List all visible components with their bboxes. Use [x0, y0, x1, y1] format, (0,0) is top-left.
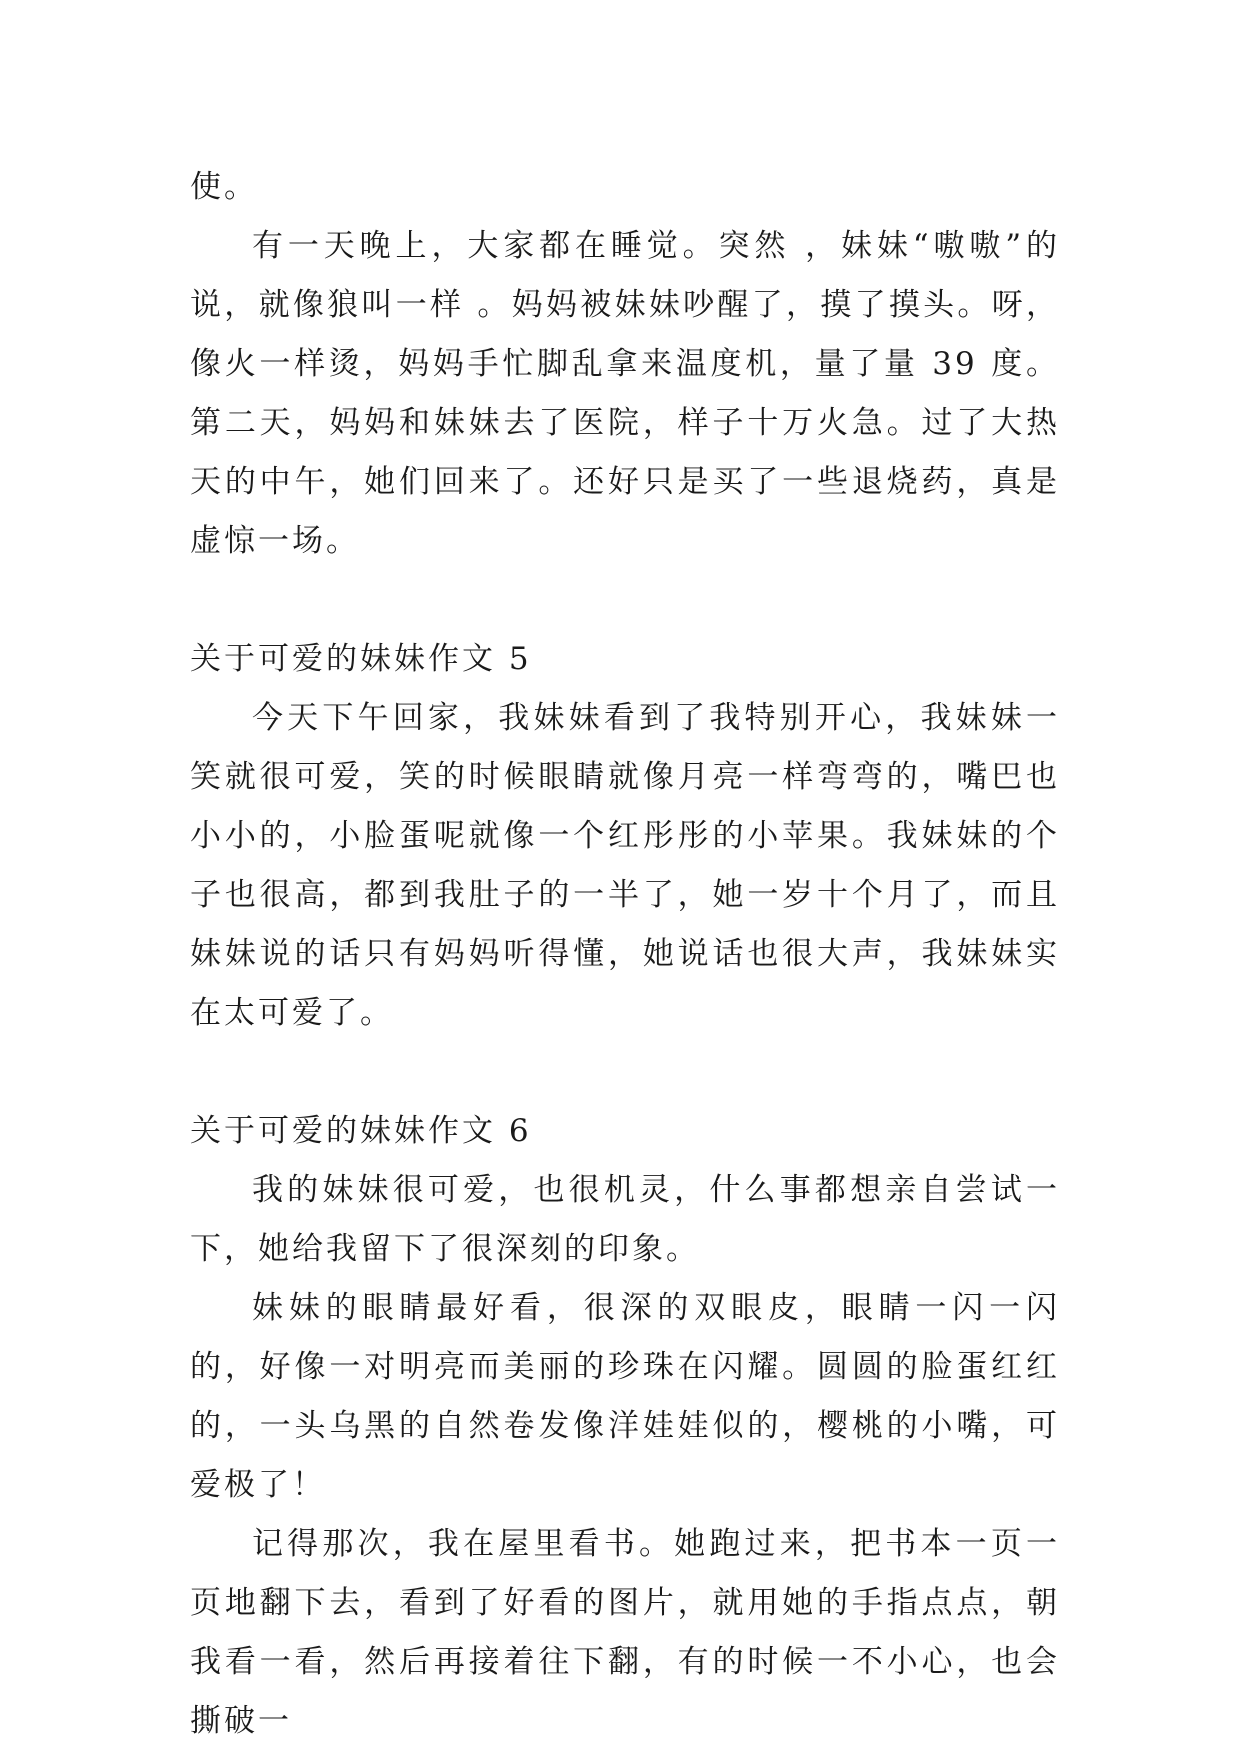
paragraph-essay-6-reading: 记得那次，我在屋里看书。她跑过来，把书本一页一页地翻下去，看到了好看的图片，就用她的手指点点，朝我看一看，然后再接着往下翻，有的时候一不小心，也会撕破一 — [190, 1526, 1060, 1739]
paragraph-essay-6-appearance: 妹妹的眼睛最好看，很深的双眼皮，眼睛一闪一闪的，好像一对明亮而美丽的珍珠在闪耀。圆圆的脸蛋红红的，一头乌黑的自然卷发像洋娃娃似的，樱桃的小嘴，可爱极了！ — [190, 1290, 1060, 1503]
document-body — [190, 158, 1060, 1751]
section-heading-6: 关于可爱的妹妹作文 6 — [190, 1113, 532, 1149]
paragraph-essay-6-intro: 我的妹妹很可爱，也很机灵，什么事都想亲自尝试一下，她给我留下了很深刻的印象。 — [190, 1172, 1060, 1267]
paragraph-fever-story: 有一天晚上，大家都在睡觉。突然 ，妹妹“嗷嗷”的说，就像狼叫一样 。妈妈被妹妹吵醒了，摸了摸头。呀，像火一样烫，妈妈手忙脚乱拿来温度机，量了量 39 度。第二天，妈妈和妹妹去了医院，样子十万火急。过了大热天的中午，她们回来了。还好只是买了一些退烧药，真是虚惊一场。 — [190, 228, 1060, 559]
paragraph-continued: 使。 — [190, 169, 258, 205]
section-gap — [190, 571, 1060, 630]
paragraph-essay-5: 今天下午回家，我妹妹看到了我特别开心，我妹妹一笑就很可爱，笑的时候眼睛就像月亮一样弯弯的，嘴巴也小小的，小脸蛋呢就像一个红彤彤的小苹果。我妹妹的个子也很高，都到我肚子的一半了，她一岁十个月了，而且妹妹说的话只有妈妈听得懂，她说话也很大声，我妹妹实在太可爱了。 — [190, 700, 1060, 1031]
section-heading-5: 关于可爱的妹妹作文 5 — [190, 641, 532, 677]
section-gap — [190, 1043, 1060, 1102]
